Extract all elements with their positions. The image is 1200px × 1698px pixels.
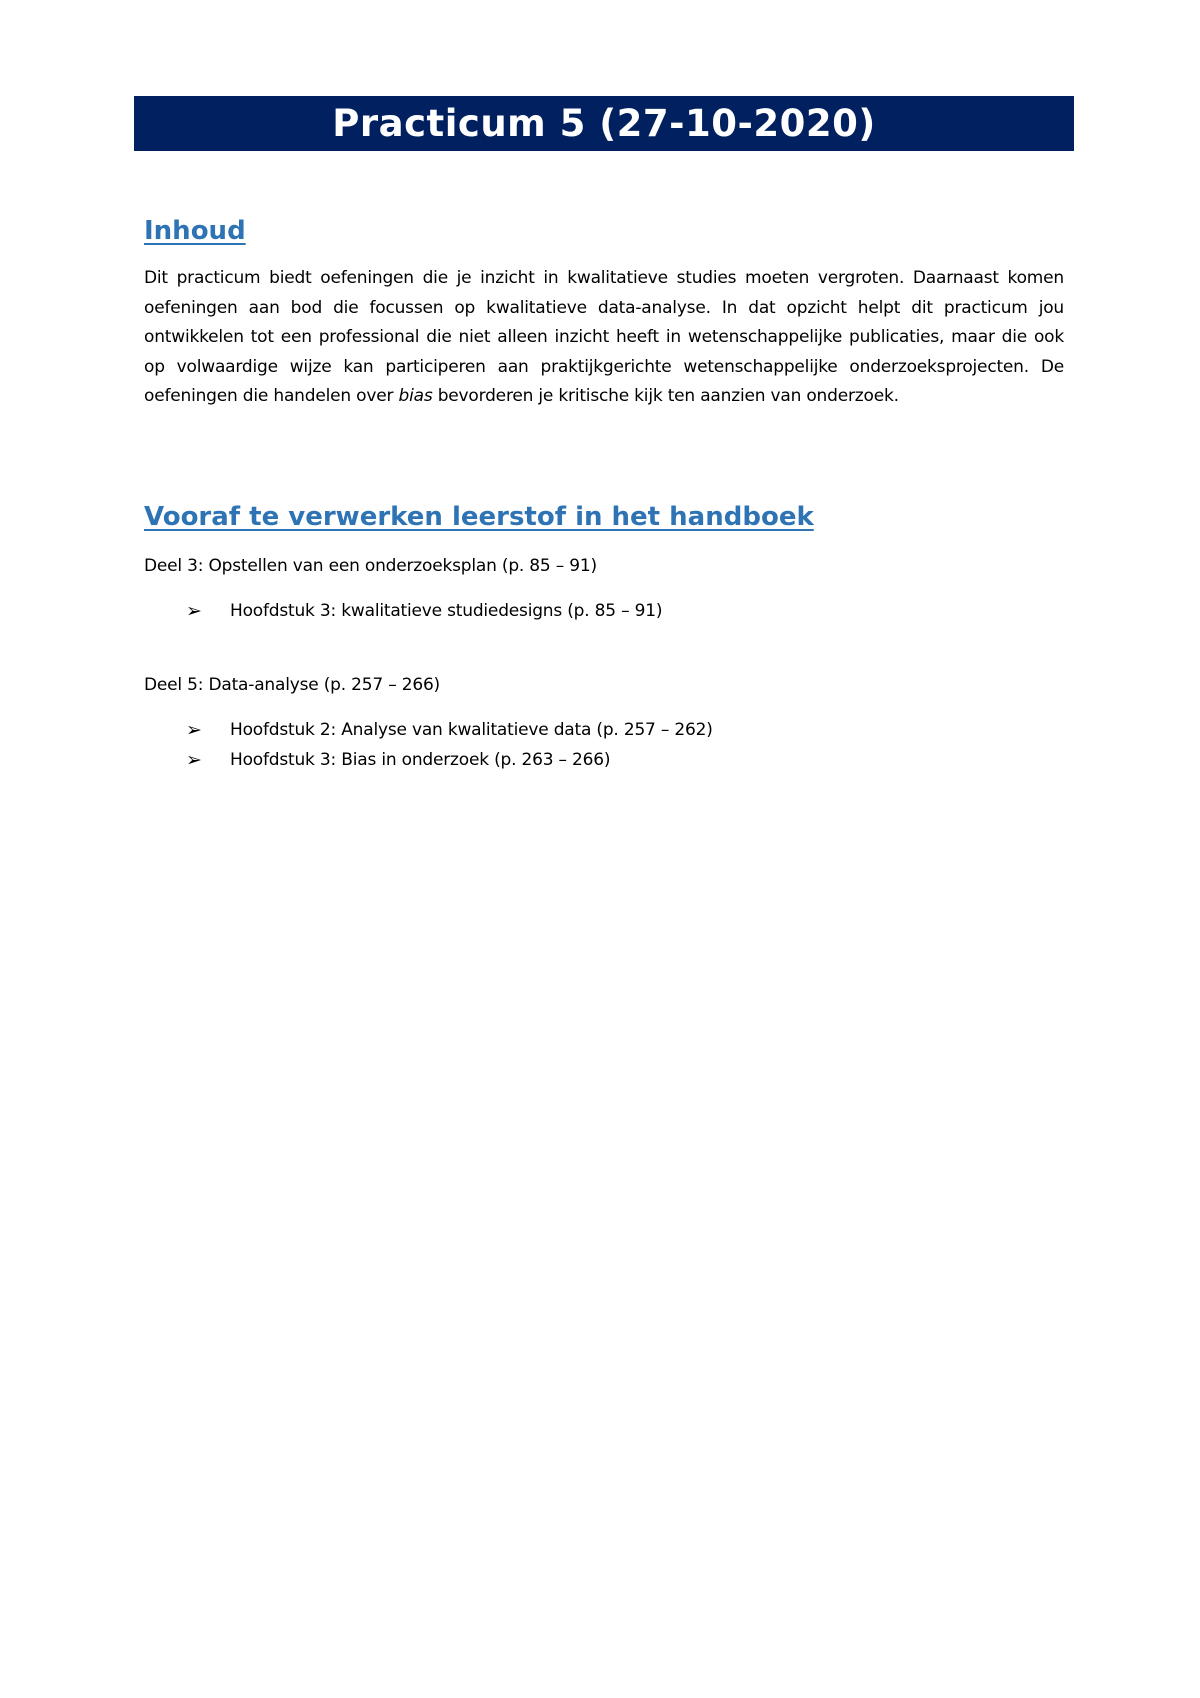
arrowhead-bullet-icon: ➢ bbox=[186, 600, 202, 622]
section-heading-vooraf: Vooraf te verwerken leerstof in het handboek bbox=[144, 502, 814, 532]
list-item bbox=[144, 746, 1064, 776]
intro-paragraph bbox=[144, 264, 1064, 412]
list-item bbox=[144, 597, 1064, 627]
intro-text-emphasis: bias bbox=[398, 386, 433, 407]
chapter-list-deel-5 bbox=[144, 716, 1064, 775]
part-label-deel-5: Deel 5: Data-analyse (p. 257 – 266) bbox=[144, 675, 440, 695]
chapter-label: Hoofdstuk 3: kwalitatieve studiedesigns (p. 85 – 91) bbox=[230, 601, 663, 621]
arrowhead-bullet-icon: ➢ bbox=[186, 748, 202, 771]
chapter-list-deel-3 bbox=[144, 597, 1064, 627]
intro-text-part-2: bevorderen je kritische kijk ten aanzien van onderzoek. bbox=[432, 386, 899, 407]
title-banner bbox=[134, 96, 1074, 151]
section-heading-inhoud: Inhoud bbox=[144, 216, 246, 246]
list-item bbox=[144, 716, 1064, 746]
part-label-deel-3: Deel 3: Opstellen van een onderzoeksplan (p. 85 – 91) bbox=[144, 556, 597, 576]
chapter-label: Hoofdstuk 3: Bias in onderzoek (p. 263 – 266) bbox=[230, 749, 611, 770]
intro-text-part-1: Dit practicum biedt oefeningen die je inzicht in kwalitatieve studies moeten vergroten. Daarnaast komen oefeningen aan bod die focussen op kwalitatieve data-analyse. In dat opzicht helpt dit practicum jou ontwikkelen tot een professional die niet alleen inzicht heeft in wetenschappelijke publicaties, maar die ook op volwaardige wijze kan participeren aan praktijkgerichte wetenschappelijke onderzoeksprojecten. De oefeningen die handelen over bbox=[144, 268, 1064, 407]
chapter-label: Hoofdstuk 2: Analyse van kwalitatieve data (p. 257 – 262) bbox=[230, 720, 713, 740]
arrowhead-bullet-icon: ➢ bbox=[186, 719, 202, 741]
page-title: Practicum 5 (27-10-2020) bbox=[332, 102, 876, 145]
